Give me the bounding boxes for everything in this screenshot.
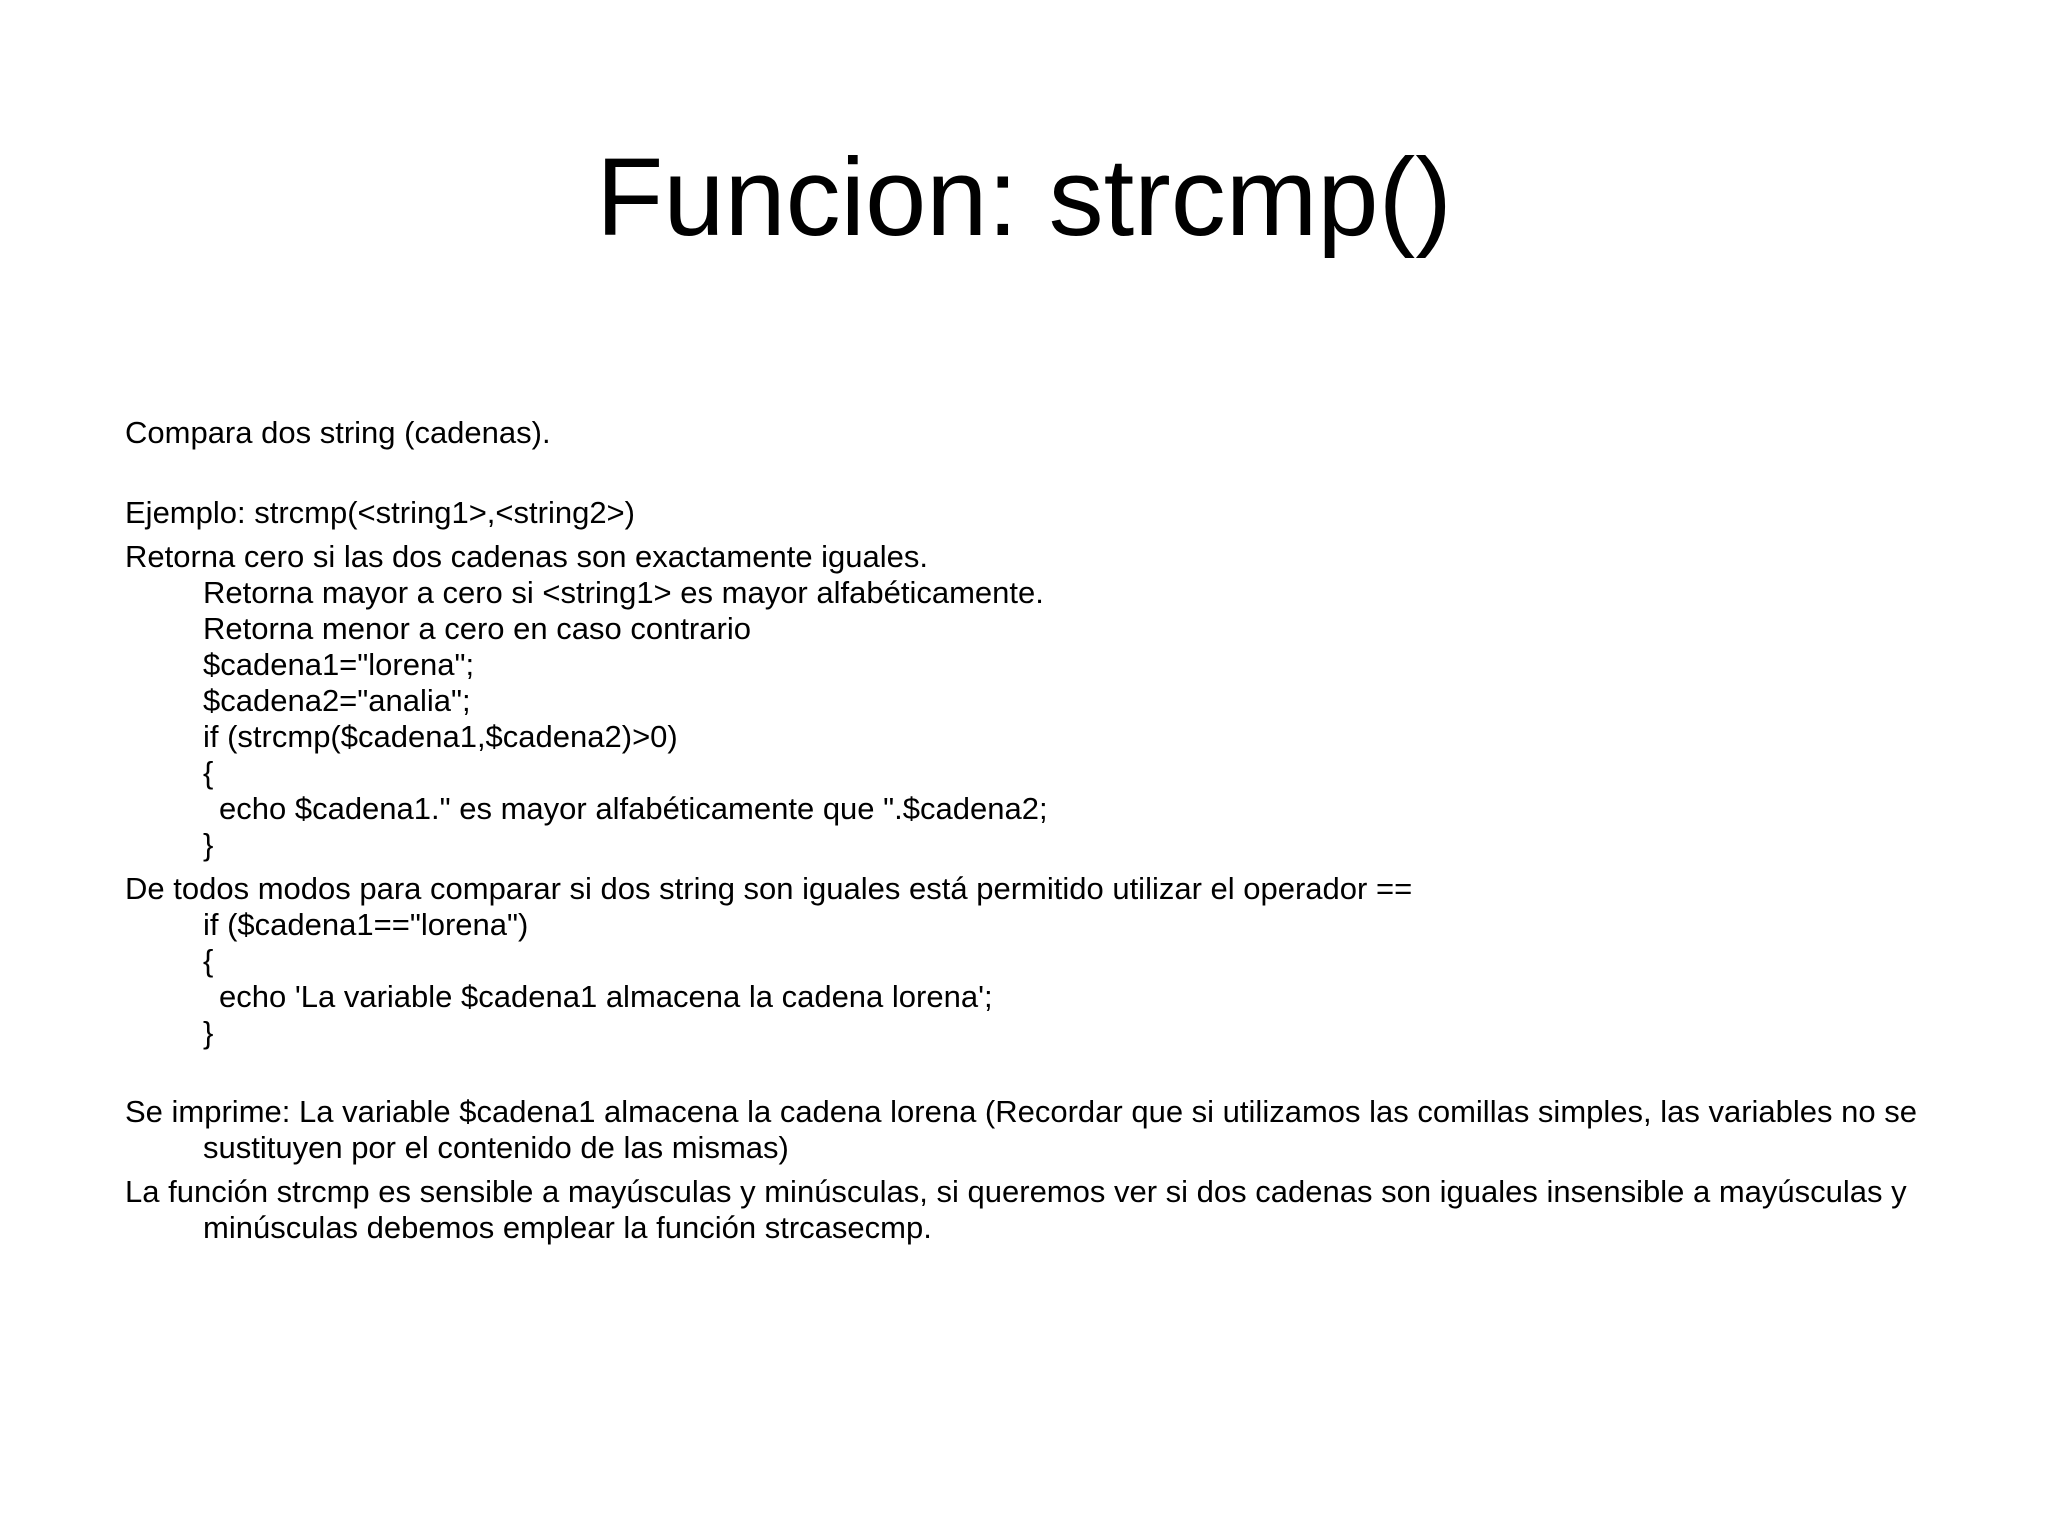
code-line: echo 'La variable $cadena1 almacena la cadena lorena'; xyxy=(219,979,993,1014)
return-less-text: Retorna menor a cero en caso contrario xyxy=(203,611,751,646)
code-line: } xyxy=(203,1015,214,1050)
code-line: } xyxy=(203,827,214,862)
spacer xyxy=(125,531,1925,539)
code-line: echo $cadena1." es mayor alfabéticamente que ".$cadena2; xyxy=(219,791,1048,826)
compare-note-text: De todos modos para comparar si dos string son iguales está permitido utilizar el operador == xyxy=(125,871,1413,906)
case-note-text: La función strcmp es sensible a mayúsculas y minúsculas, si queremos ver si dos cadenas son iguales insensible a mayúsculas y minúsculas debemos emplear la función strcasecmp. xyxy=(125,1174,1916,1245)
spacer xyxy=(125,1051,1925,1094)
intro-text: Compara dos string (cadenas). xyxy=(125,415,551,450)
spacer xyxy=(125,1166,1925,1174)
code-line: if ($cadena1=="lorena") xyxy=(203,907,529,942)
return-zero-text: Retorna cero si las dos cadenas son exactamente iguales. xyxy=(125,539,929,574)
spacer xyxy=(125,863,1925,871)
code-line: $cadena2="analia"; xyxy=(203,683,471,718)
code-line: { xyxy=(203,943,214,978)
spacer xyxy=(125,451,1925,495)
slide-body xyxy=(125,415,1925,1246)
output-note-text: Se imprime: La variable $cadena1 almacena la cadena lorena (Recordar que si utilizamos las comillas simples, las variables no se sustituyen por el contenido de las mismas) xyxy=(125,1094,1926,1165)
code-line: if (strcmp($cadena1,$cadena2)>0) xyxy=(203,719,678,754)
code-line: $cadena1="lorena"; xyxy=(203,647,475,682)
return-greater-text: Retorna mayor a cero si <string1> es mayor alfabéticamente. xyxy=(203,575,1044,610)
example-text: Ejemplo: strcmp(<string1>,<string2>) xyxy=(125,495,635,530)
slide-title: Funcion: strcmp() xyxy=(596,136,1452,259)
code-line: { xyxy=(203,755,214,790)
